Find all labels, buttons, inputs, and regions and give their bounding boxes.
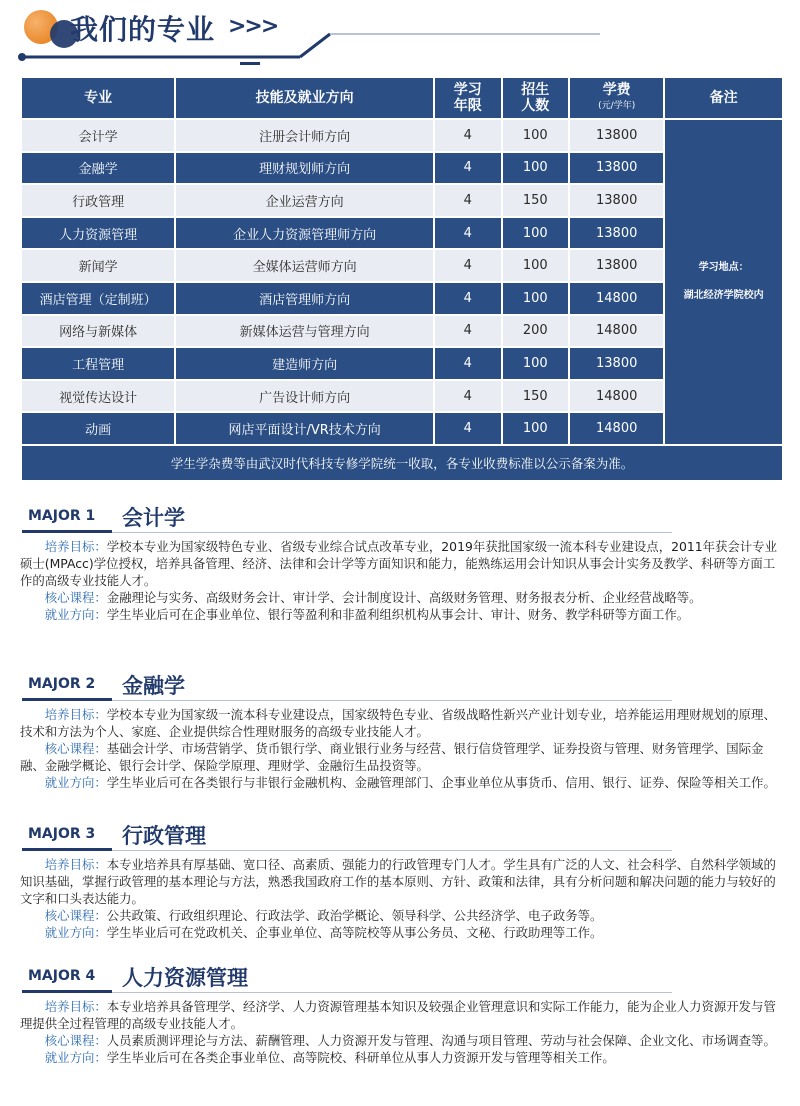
- majors-table: [20, 76, 784, 482]
- cell-years: 4: [435, 413, 501, 444]
- cell-enroll: 100: [503, 283, 569, 314]
- major-description: [20, 856, 780, 941]
- course-label: 核心课程：: [44, 590, 107, 605]
- col-header-major: 专业: [22, 78, 174, 118]
- cell-enroll: 100: [503, 120, 569, 151]
- col-header-fee-text: 学费: [602, 82, 631, 98]
- major-number-label: MAJOR 2: [28, 676, 96, 692]
- job-paragraph: [20, 924, 780, 941]
- table-header-row: [22, 78, 782, 118]
- cell-major: 行政管理: [22, 185, 174, 216]
- major-number-label: MAJOR 1: [28, 508, 96, 524]
- cell-major: 动画: [22, 413, 174, 444]
- cell-fee: 14800: [570, 283, 663, 314]
- heading-line-decoration: [112, 700, 672, 701]
- col-header-fee-unit: (元/学年): [598, 101, 636, 111]
- major-heading: [0, 820, 800, 850]
- table-row: [22, 120, 782, 151]
- cell-direction: 全媒体运营师方向: [176, 250, 433, 281]
- major-title: 金融学: [122, 674, 185, 698]
- course-paragraph: [20, 740, 780, 774]
- course-paragraph: [20, 589, 780, 606]
- major-title: 人力资源管理: [122, 966, 248, 990]
- cell-direction: 理财规划师方向: [176, 153, 433, 184]
- goal-label: 培养目标：: [44, 999, 107, 1014]
- job-label: 就业方向：: [44, 1050, 107, 1065]
- cell-fee: 13800: [570, 185, 663, 216]
- cell-major: 视觉传达设计: [22, 381, 174, 412]
- cell-direction: 企业人力资源管理师方向: [176, 218, 433, 249]
- heading-bar-decoration: [22, 698, 112, 701]
- job-text: 学生毕业后可在企事业单位、银行等盈利和非盈利组织机构从事会计、审计、财务、教学科研等方面工作。: [106, 607, 690, 622]
- course-text: 公共政策、行政组织理论、行政法学、政治学概论、领导科学、公共经济学、电子政务等。: [106, 908, 603, 923]
- goal-paragraph: [20, 998, 780, 1032]
- cell-enroll: 100: [503, 348, 569, 379]
- job-label: 就业方向：: [44, 925, 107, 940]
- major-section-1: [0, 502, 800, 623]
- major-section-4: [0, 962, 800, 1066]
- cell-direction: 广告设计师方向: [176, 381, 433, 412]
- cell-direction: 注册会计师方向: [176, 120, 433, 151]
- goal-text: 本专业培养具备管理学、经济学、人力资源管理基本知识及较强企业管理意识和实际工作能力，能为企业人力资源开发与管理提供全过程管理的高级专业技能人才。: [20, 999, 776, 1031]
- table-footer-row: [22, 446, 782, 480]
- course-paragraph: [20, 1032, 780, 1049]
- job-label: 就业方向：: [44, 775, 107, 790]
- course-label: 核心课程：: [44, 908, 107, 923]
- cell-enroll: 150: [503, 381, 569, 412]
- cell-fee: 13800: [570, 348, 663, 379]
- goal-text: 学校本专业为国家级一流本科专业建设点，国家级特色专业、省级战略性新兴产业计划专业，培养能运用理财规划的原理、技术和方法为个人、家庭、企业提供综合性理财服务的高级专业技能人才。: [20, 707, 776, 739]
- cell-years: 4: [435, 316, 501, 347]
- heading-line-decoration: [112, 850, 672, 851]
- cell-years: 4: [435, 381, 501, 412]
- cell-fee: 13800: [570, 218, 663, 249]
- col-header-enroll: [503, 78, 569, 118]
- major-number-label: MAJOR 4: [28, 968, 96, 984]
- cell-fee: 13800: [570, 153, 663, 184]
- major-section-3: [0, 820, 800, 941]
- major-heading: [0, 502, 800, 532]
- cell-major: 工程管理: [22, 348, 174, 379]
- major-description: [20, 706, 780, 791]
- job-text: 学生毕业后可在党政机关、企事业单位、高等院校等从事公务员、文秘、行政助理等工作。: [106, 925, 603, 940]
- job-text: 学生毕业后可在各类银行与非银行金融机构、金融管理部门、企事业单位从事货币、信用、银行、证券、保险等相关工作。: [106, 775, 776, 790]
- heading-bar-decoration: [22, 530, 112, 533]
- col-header-enroll-text: 招生人数: [521, 82, 550, 114]
- course-paragraph: [20, 907, 780, 924]
- course-label: 核心课程：: [44, 1033, 107, 1048]
- job-paragraph: [20, 606, 780, 623]
- cell-direction: 新媒体运营与管理方向: [176, 316, 433, 347]
- cell-note: [665, 120, 782, 444]
- cell-fee: 13800: [570, 250, 663, 281]
- cell-enroll: 100: [503, 153, 569, 184]
- goal-text: 本专业培养具有厚基础、宽口径、高素质、强能力的行政管理专门人才。学生具有广泛的人文、社会科学、自然科学领域的知识基础，掌握行政管理的基本理论与方法，熟悉我国政府工作的基本原则、方针、政策和法律，具有分析问题和解决问题的能力与较好的文字和口头表达能力。: [20, 857, 776, 906]
- note-line-2: 湖北经济学院校内: [683, 289, 764, 301]
- cell-fee: 14800: [570, 381, 663, 412]
- goal-label: 培养目标：: [44, 857, 107, 872]
- cell-years: 4: [435, 185, 501, 216]
- goal-text: 学校本专业为国家级特色专业、省级专业综合试点改革专业，2019年获批国家级一流本科专业建设点，2011年获会计专业硕士(MPAcc)学位授权，培养具备管理、经济、法律和会计学等方面知识和能力，能熟练运用会计知识从事会计实务及教学、科研等方面工作的高级专业技能人才。: [20, 539, 777, 588]
- heading-bar-decoration: [22, 990, 112, 993]
- course-label: 核心课程：: [44, 741, 107, 756]
- cell-years: 4: [435, 153, 501, 184]
- heading-bar-decoration: [22, 848, 112, 851]
- goal-paragraph: [20, 538, 780, 589]
- job-text: 学生毕业后可在各类企事业单位、高等院校、科研单位从事人力资源开发与管理等相关工作。: [106, 1050, 615, 1065]
- job-label: 就业方向：: [44, 607, 107, 622]
- job-paragraph: [20, 774, 780, 791]
- heading-line-decoration: [112, 532, 672, 533]
- col-header-years: [435, 78, 501, 118]
- cell-fee: 14800: [570, 413, 663, 444]
- cell-major: 网络与新媒体: [22, 316, 174, 347]
- major-description: [20, 998, 780, 1066]
- cell-major: 人力资源管理: [22, 218, 174, 249]
- cell-major: 金融学: [22, 153, 174, 184]
- cell-fee: 14800: [570, 316, 663, 347]
- cell-fee: 13800: [570, 120, 663, 151]
- cell-years: 4: [435, 218, 501, 249]
- page-title: 我们的专业: [70, 13, 216, 46]
- goal-label: 培养目标：: [44, 707, 107, 722]
- cell-direction: 网店平面设计/VR技术方向: [176, 413, 433, 444]
- cell-direction: 企业运营方向: [176, 185, 433, 216]
- cell-years: 4: [435, 250, 501, 281]
- table-footer-note: 学生学杂费等由武汉时代科技专修学院统一收取，各专业收费标准以公示备案为准。: [22, 446, 782, 480]
- heading-line-decoration: [112, 992, 672, 993]
- major-heading: [0, 962, 800, 992]
- col-header-note: 备注: [665, 78, 782, 118]
- course-text: 基础会计学、市场营销学、货币银行学、商业银行业务与经营、银行信贷管理学、证券投资与管理、财务管理学、国际金融、金融学概论、银行会计学、保险学原理、理财学、金融衍生品投资等。: [20, 741, 764, 773]
- major-description: [20, 538, 780, 623]
- major-title: 行政管理: [122, 824, 206, 848]
- chevron-right-icon: >>>: [228, 14, 278, 39]
- major-title: 会计学: [122, 506, 185, 530]
- page-header: [0, 0, 800, 72]
- major-heading: [0, 670, 800, 700]
- course-text: 人员素质测评理论与方法、薪酬管理、人力资源开发与管理、沟通与项目管理、劳动与社会保障、企业文化、市场调查等。: [106, 1033, 776, 1048]
- cell-major: 酒店管理（定制班）: [22, 283, 174, 314]
- col-header-fee: [570, 78, 663, 118]
- goal-paragraph: [20, 706, 780, 740]
- cell-years: 4: [435, 348, 501, 379]
- major-number-label: MAJOR 3: [28, 826, 96, 842]
- cell-years: 4: [435, 283, 501, 314]
- course-text: 金融理论与实务、高级财务会计、审计学、会计制度设计、高级财务管理、财务报表分析、企业经营战略等。: [106, 590, 702, 605]
- cell-direction: 酒店管理师方向: [176, 283, 433, 314]
- cell-enroll: 100: [503, 413, 569, 444]
- job-paragraph: [20, 1049, 780, 1066]
- header-lines-decoration: [0, 0, 800, 72]
- cell-enroll: 150: [503, 185, 569, 216]
- note-line-1: 学习地点：: [698, 261, 749, 273]
- cell-enroll: 100: [503, 218, 569, 249]
- col-header-direction: 技能及就业方向: [176, 78, 433, 118]
- major-section-2: [0, 670, 800, 791]
- cell-direction: 建造师方向: [176, 348, 433, 379]
- cell-years: 4: [435, 120, 501, 151]
- cell-enroll: 100: [503, 250, 569, 281]
- goal-label: 培养目标：: [44, 539, 107, 554]
- cell-enroll: 200: [503, 316, 569, 347]
- cell-major: 新闻学: [22, 250, 174, 281]
- goal-paragraph: [20, 856, 780, 907]
- col-header-years-text: 学习年限: [453, 82, 482, 114]
- cell-major: 会计学: [22, 120, 174, 151]
